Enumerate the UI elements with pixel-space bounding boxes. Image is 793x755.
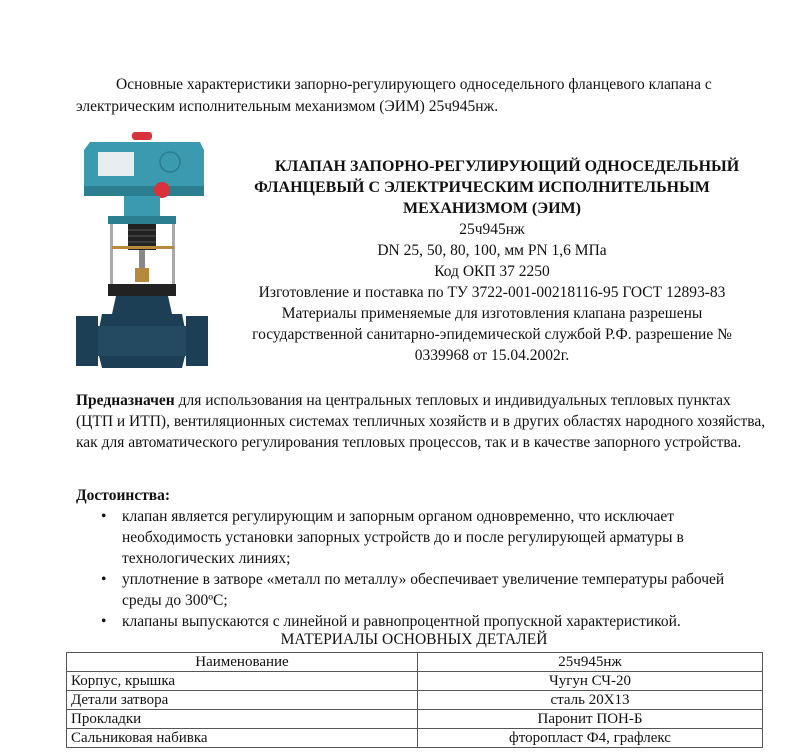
advantages-section [76, 485, 766, 632]
materials-table [66, 652, 763, 748]
purpose-text: для использования на центральных тепловых и индивидуальных тепловых пунктах (ЦТП и ИТП), вентиляционных системах тепличных хозяйств и в других областях народного хозяйства, как для автоматического регулирования тепловых процессов, так и в качестве запорного устройства. [76, 392, 766, 451]
part-material: сталь 20Х13 [418, 691, 763, 710]
bullet-icon: • [101, 613, 107, 630]
product-model: 25ч945нж [459, 221, 525, 238]
advantages-list [76, 506, 766, 632]
table-row [67, 691, 763, 710]
product-title-line-2: ФЛАНЦЕВЫЙ С ЭЛЕКТРИЧЕСКИМ ИСПОЛНИТЕЛЬНЫМ [254, 179, 710, 196]
part-name: Сальниковая набивка [67, 729, 418, 748]
actuator-side-knob [154, 182, 170, 198]
valve-photo [72, 128, 212, 378]
product-okp-code: Код ОКП 37 2250 [434, 263, 550, 280]
part-name: Детали затвора [67, 691, 418, 710]
purpose-paragraph [76, 390, 766, 453]
product-approval-1: Материалы применяемые для изготовления клапана разрешены [281, 305, 703, 322]
intro-paragraph [76, 74, 766, 118]
valve-illustration [72, 128, 212, 378]
valve-bonnet [108, 284, 176, 296]
column-header-model: 25ч945нж [418, 653, 763, 672]
bullet-icon: • [101, 571, 107, 588]
product-dn-pn: DN 25, 50, 80, 100, мм PN 1,6 МПа [377, 242, 607, 259]
part-material: Чугун СЧ-20 [418, 672, 763, 691]
table-header-row [67, 653, 763, 672]
bullet-icon: • [101, 508, 107, 525]
left-flange [76, 316, 98, 366]
part-name: Корпус, крышка [67, 672, 418, 691]
product-title-line-1: КЛАПАН ЗАПОРНО-РЕГУЛИРУЮЩИЙ ОДНОСЕДЕЛЬНЫЙ [274, 158, 740, 175]
right-flange [186, 316, 208, 366]
advantages-heading: Достоинства: [76, 487, 171, 504]
column-header-name: Наименование [67, 653, 418, 672]
product-approval-2: государственной санитарно-эпидемической службой Р.Ф. разрешение № [252, 326, 732, 343]
part-name: Прокладки [67, 710, 418, 729]
advantage-item: • клапан является регулирующим и запорным органом одновременно, что исключает необходимость установки запорных устройств до и после регулирующей арматуры в технологических линиях; [101, 508, 684, 567]
product-standard: Изготовление и поставка по ТУ 3722-001-00218116-95 ГОСТ 12893-83 [258, 284, 726, 301]
table-row [67, 729, 763, 748]
part-material: фторопласт Ф4, графлекс [418, 729, 763, 748]
actuator-top-knob [132, 132, 152, 140]
advantage-item: • уплотнение в затворе «металл по металлу» обеспечивает увеличение температуры рабочей среды до 300ºС; [101, 571, 725, 609]
purpose-label: Предназначен [76, 392, 175, 409]
advantage-item: • клапаны выпускаются с линейной и равнопроцентной пропускной характеристикой. [101, 613, 681, 630]
intro-text: Основные характеристики запорно-регулирующего односедельного фланцевого клапана с электрическим исполнительным механизмом (ЭИМ) 25ч945нж. [76, 76, 712, 115]
product-title-block [232, 156, 752, 366]
table-row [67, 710, 763, 729]
table-row [67, 672, 763, 691]
product-title-line-3: МЕХАНИЗМОМ (ЭИМ) [403, 200, 581, 217]
product-approval-3: 0339968 от 15.04.2002г. [414, 347, 570, 364]
part-material: Паронит ПОН-Б [418, 710, 763, 729]
materials-title: МАТЕРИАЛЫ ОСНОВНЫХ ДЕТАЛЕЙ [280, 631, 548, 648]
